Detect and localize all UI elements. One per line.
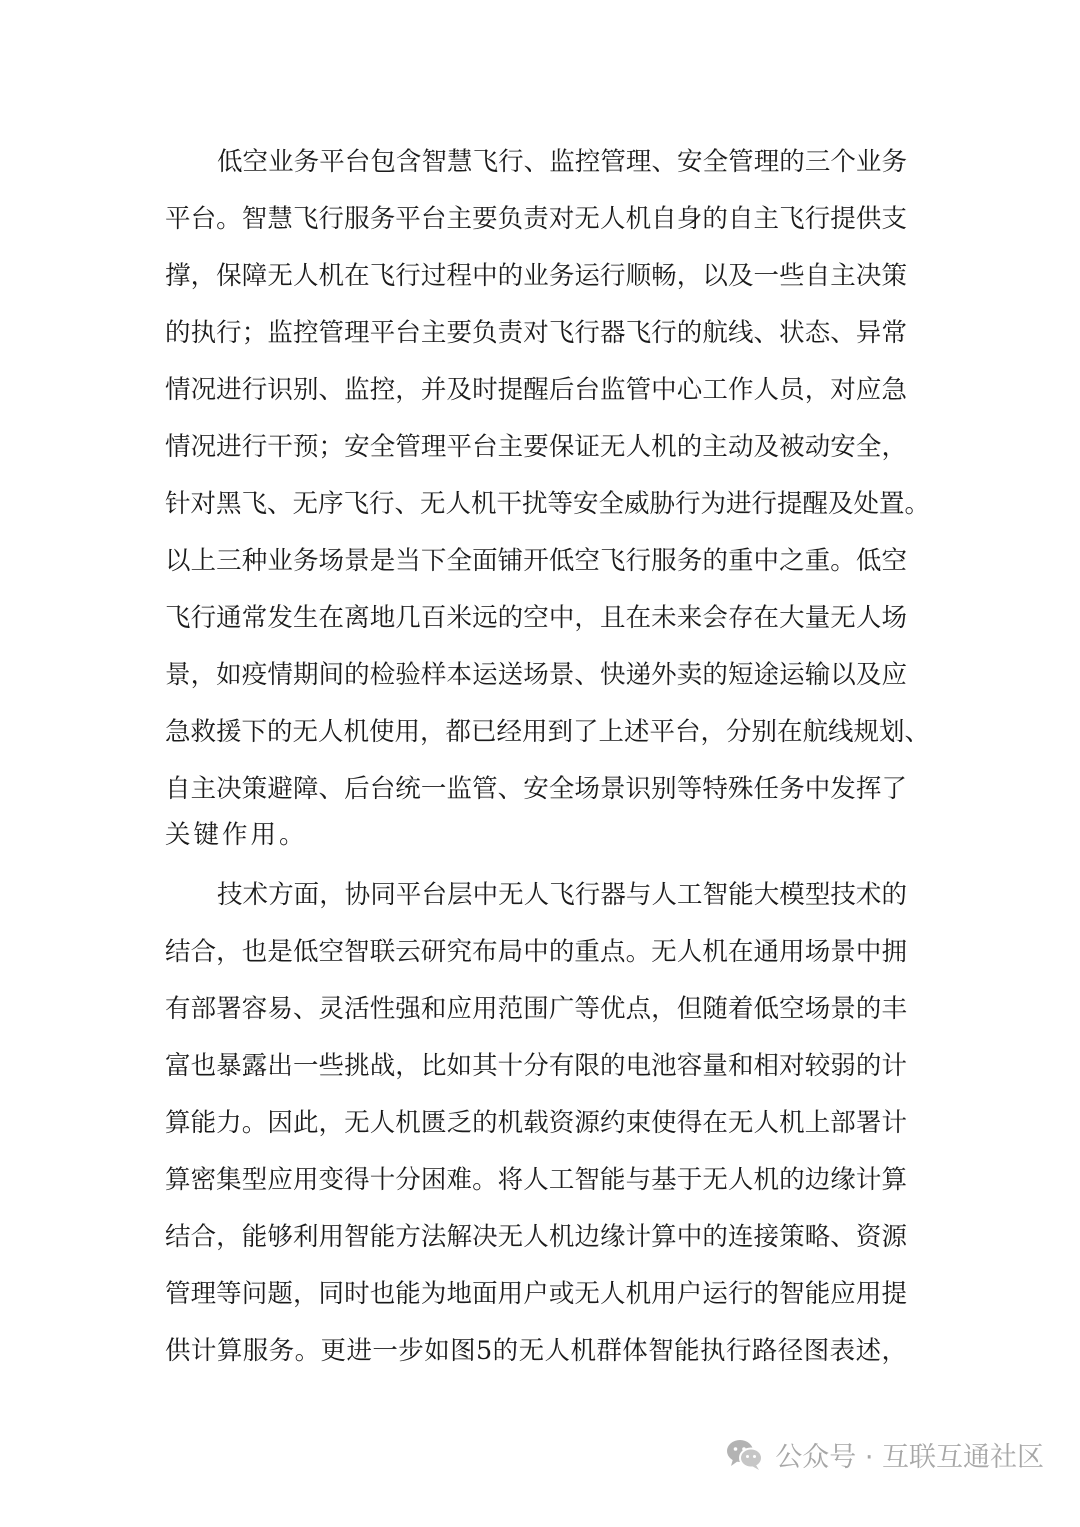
text-line-10: 景，如疫情期间的检验样本运送场景、快递外卖的短途运输以及应: [165, 660, 907, 690]
text-line-22: 供计算服务。更进一步如图5的无人机群体智能执行路径图表述，: [165, 1336, 907, 1366]
text-line-14: 技术方面，协同平台层中无人飞行器与人工智能大模型技术的: [217, 880, 907, 910]
text-line-7: 针对黑飞、无序飞行、无人机干扰等安全威胁行为进行提醒及处置。: [165, 489, 931, 519]
text-line-19: 算密集型应用变得十分困难。将人工智能与基于无人机的边缘计算: [165, 1165, 907, 1195]
text-line-8: 以上三种业务场景是当下全面铺开低空飞行服务的重中之重。低空: [165, 546, 907, 576]
text-line-3: 撑，保障无人机在飞行过程中的业务运行顺畅，以及一些自主决策: [165, 261, 907, 291]
text-line-16: 有部署容易、灵活性强和应用范围广等优点，但随着低空场景的丰: [165, 994, 907, 1024]
text-line-9: 飞行通常发生在离地几百米远的空中，且在未来会存在大量无人场: [165, 603, 907, 633]
text-line-5: 情况进行识别、监控，并及时提醒后台监管中心工作人员，对应急: [165, 375, 907, 405]
text-line-20: 结合，能够利用智能方法解决无人机边缘计算中的连接策略、资源: [165, 1222, 907, 1252]
text-line-13: 关键作用。: [165, 820, 308, 850]
text-line-21: 管理等问题，同时也能为地面用户或无人机用户运行的智能应用提: [165, 1279, 907, 1309]
text-line-11: 急救援下的无人机使用，都已经用到了上述平台，分别在航线规划、: [165, 717, 931, 747]
text-line-12: 自主决策避障、后台统一监管、安全场景识别等特殊任务中发挥了: [165, 774, 907, 804]
text-line-17: 富也暴露出一些挑战，比如其十分有限的电池容量和相对较弱的计: [165, 1051, 907, 1081]
watermark-text: 公众号 · 互联互通社区: [775, 1441, 1044, 1473]
text-line-1: 低空业务平台包含智慧飞行、监控管理、安全管理的三个业务: [217, 147, 907, 177]
text-line-18: 算能力。因此，无人机匮乏的机载资源约束使得在无人机上部署计: [165, 1108, 907, 1138]
text-line-6: 情况进行干预；安全管理平台主要保证无人机的主动及被动安全，: [165, 432, 907, 462]
text-line-2: 平台。智慧飞行服务平台主要负责对无人机自身的自主飞行提供支: [165, 204, 907, 234]
text-line-4: 的执行；监控管理平台主要负责对飞行器飞行的航线、状态、异常: [165, 318, 907, 348]
wechat-icon: [725, 1437, 765, 1471]
text-line-15: 结合，也是低空智联云研究布局中的重点。无人机在通用场景中拥: [165, 937, 907, 967]
watermark: [725, 1432, 1044, 1476]
